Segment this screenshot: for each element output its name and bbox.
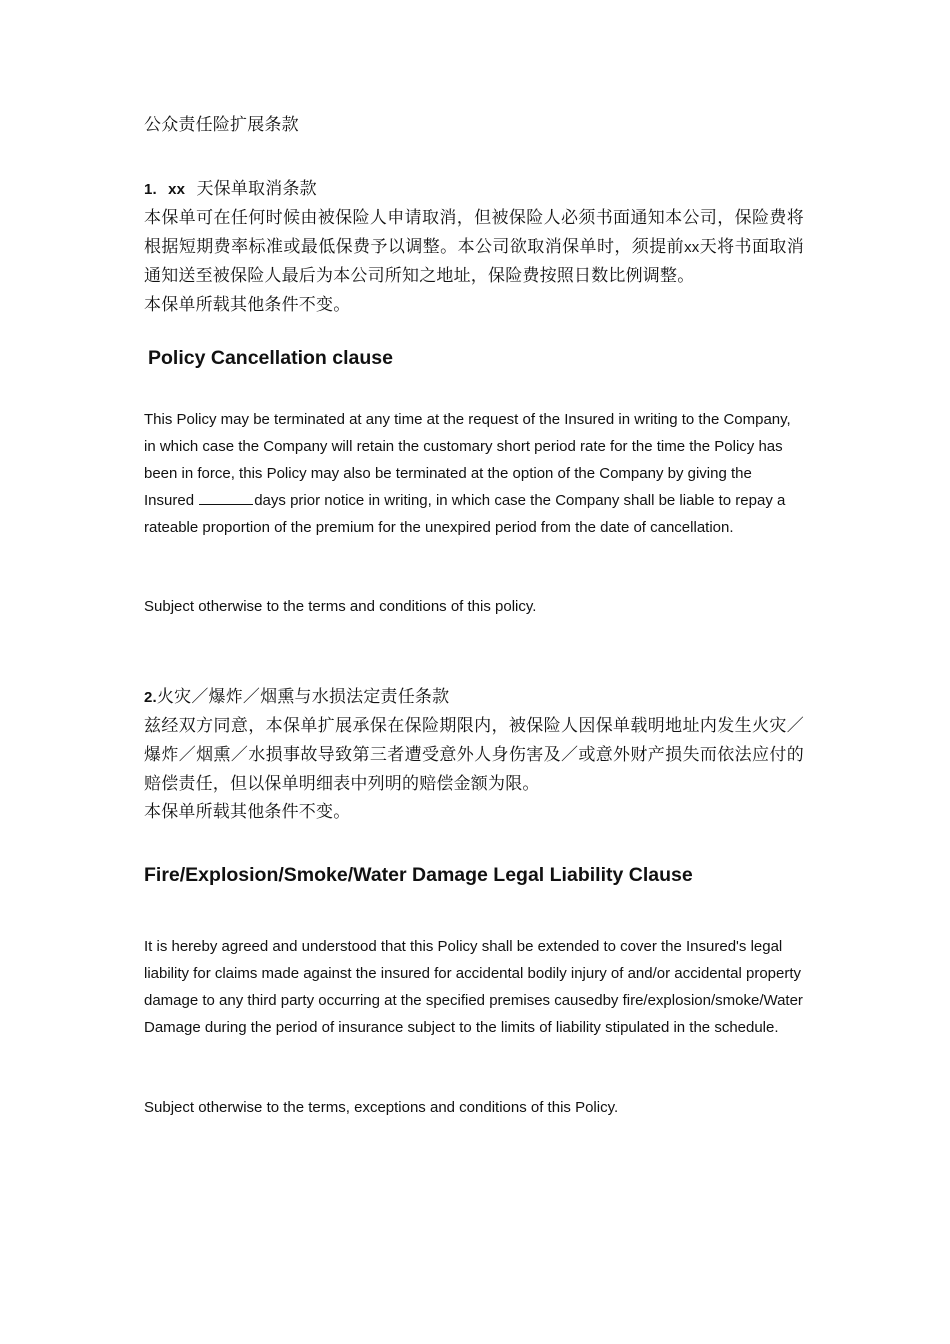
section-1-code: xx bbox=[168, 181, 186, 198]
days-blank-line bbox=[199, 490, 253, 505]
section-2-body-cn: 兹经双方同意，本保单扩展承保在保险期限内，被保险人因保单载明地址内发生火灾／爆炸／烟熏／水损事故导致第三者遭受意外人身伤害及／或意外财产损失而依法应付的赔偿责任，但以保单明细表中列明的赔偿金额为限。 bbox=[144, 716, 804, 794]
section-1-heading-text: 天保单取消条款 bbox=[196, 179, 317, 199]
document-title: 公众责任险扩展条款 bbox=[144, 115, 299, 135]
section-2-heading-en: Fire/Explosion/Smoke/Water Damage Legal Liability Clause bbox=[144, 864, 693, 886]
section-1-heading-cn bbox=[144, 175, 804, 204]
section-1-body-cn bbox=[144, 204, 804, 291]
section-1-body-cn-part-b: 天将书面取消通知送至被保险人最后为本公司所知之地址，保险费按照日数比例调整。 bbox=[144, 237, 804, 286]
section-1-body-cn-code: xx bbox=[684, 239, 700, 256]
section-1-closing-en: Subject otherwise to the terms and conditions of this policy. bbox=[144, 598, 537, 615]
section-2-body-en: It is hereby agreed and understood that this Policy shall be extended to cover the Insured's legal liability for claims made against the insured for accidental bodily injury of and/or accidental property damage to any third party occurring at the specified premises causedby fire/explosion/smoke/Water Damage during the period of insurance subject to the limits of liability stipulated in the schedule. bbox=[144, 938, 803, 1036]
section-2-heading-cn bbox=[144, 683, 804, 712]
section-1-body-en-part-b: days prior notice in writing, in which case the Company shall be liable to repay a rateable proportion of the premium for the unexpired period from the date of cancellation. bbox=[144, 492, 786, 536]
section-1-body-cn-part-a: 本保单可在任何时候由被保险人申请取消，但被保险人必须书面通知本公司，保险费将根据短期费率标准或最低保费予以调整。本公司欲取消保单时，须提前 bbox=[144, 208, 804, 257]
section-1-body-en-part-a: This Policy may be terminated at any time at the request of the Insured in writing to the Company, in which case the Company will retain the customary short period rate for the time the Policy has been in force, this Policy may also be terminated at the option of the Company by giving the Insured bbox=[144, 411, 791, 509]
section-1-closing-cn: 本保单所载其他条件不变。 bbox=[144, 295, 351, 315]
section-1-heading-en: Policy Cancellation clause bbox=[148, 347, 393, 369]
section-1-body-en bbox=[144, 406, 804, 541]
section-1-number: 1. bbox=[144, 181, 157, 198]
section-2-number: 2. bbox=[144, 689, 157, 706]
section-2-closing-en: Subject otherwise to the terms, exceptions and conditions of this Policy. bbox=[144, 1099, 619, 1116]
section-2-closing-cn: 本保单所载其他条件不变。 bbox=[144, 802, 351, 822]
section-2-heading-text: 火灾／爆炸／烟熏与水损法定责任条款 bbox=[156, 687, 450, 707]
